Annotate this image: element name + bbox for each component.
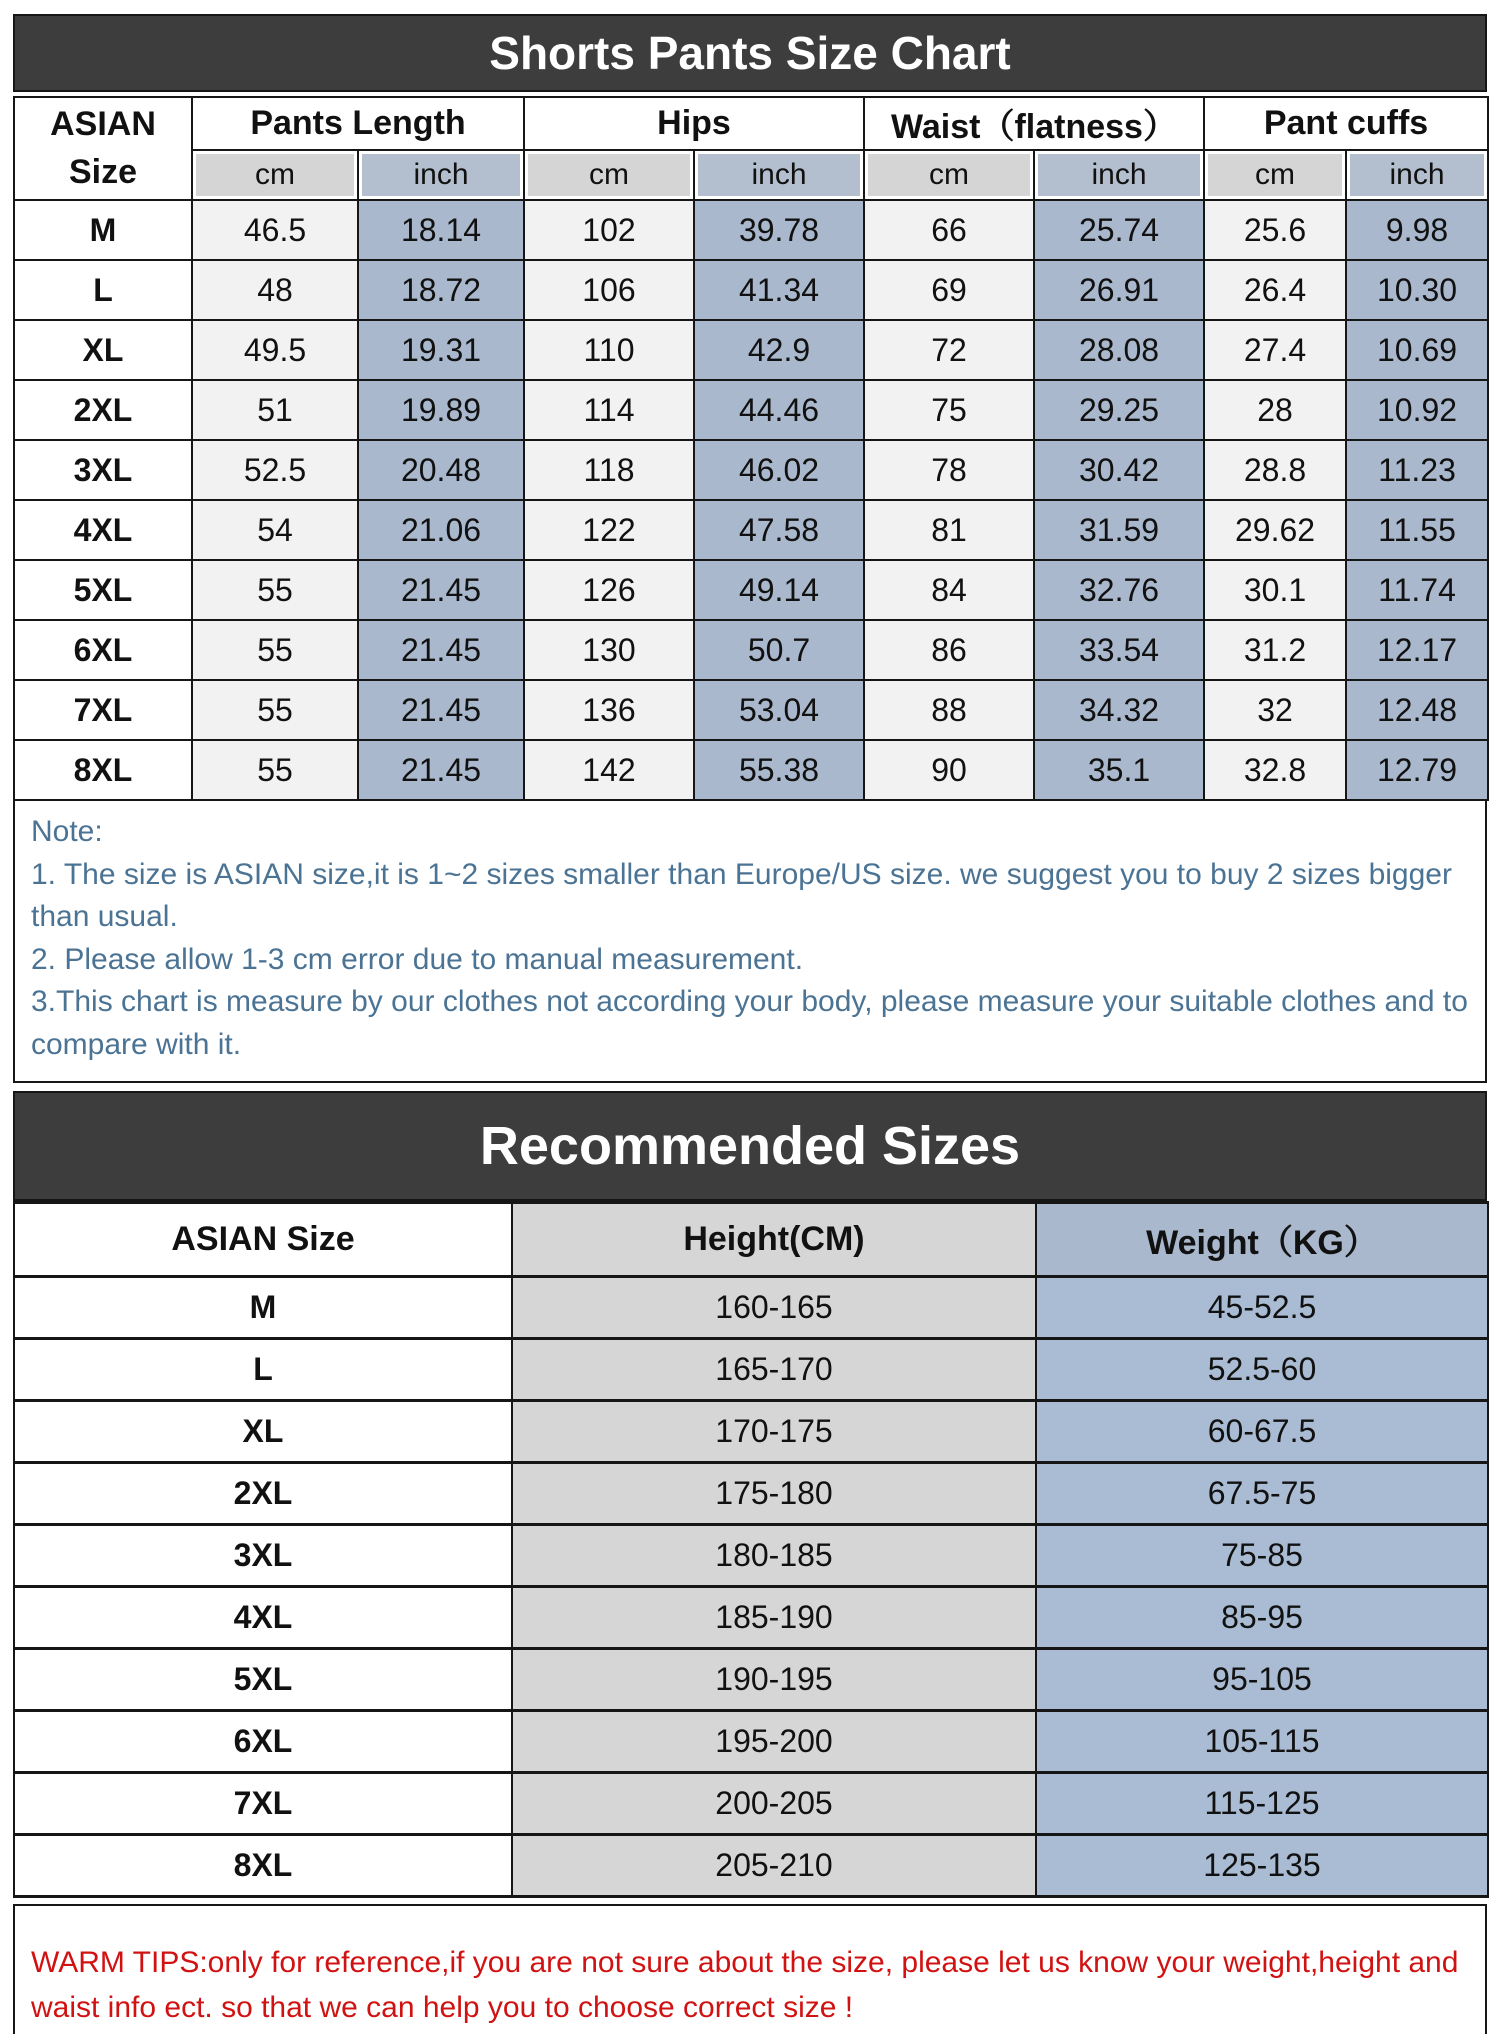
size-cell: 4XL xyxy=(14,1586,512,1648)
table-row xyxy=(14,1772,1488,1834)
table-row xyxy=(14,1338,1488,1400)
corner-header-line2: Size xyxy=(68,152,138,191)
column-group-pants-length: Pants Length xyxy=(192,97,524,150)
cell: 90 xyxy=(864,740,1034,800)
cell: 180-185 xyxy=(512,1524,1036,1586)
cell: 75-85 xyxy=(1036,1524,1488,1586)
size-cell: 3XL xyxy=(14,440,192,500)
cell: 136 xyxy=(524,680,694,740)
table-row xyxy=(14,1462,1488,1524)
cell: 30.1 xyxy=(1204,560,1346,620)
cell: 190-195 xyxy=(512,1648,1036,1710)
cell: 20.48 xyxy=(358,440,524,500)
recommended-sizes-table xyxy=(13,1201,1489,1898)
cell: 142 xyxy=(524,740,694,800)
cell: 170-175 xyxy=(512,1400,1036,1462)
cell: 32.8 xyxy=(1204,740,1346,800)
cell: 60-67.5 xyxy=(1036,1400,1488,1462)
cell: 67.5-75 xyxy=(1036,1462,1488,1524)
cell: 10.30 xyxy=(1346,260,1488,320)
cell: 81 xyxy=(864,500,1034,560)
cell: 130 xyxy=(524,620,694,680)
cell: 85-95 xyxy=(1036,1586,1488,1648)
cell: 12.79 xyxy=(1346,740,1488,800)
cell: 105-115 xyxy=(1036,1710,1488,1772)
cell: 55 xyxy=(192,680,358,740)
cell: 31.2 xyxy=(1204,620,1346,680)
cell: 205-210 xyxy=(512,1834,1036,1896)
cell: 55 xyxy=(192,560,358,620)
cell: 55.38 xyxy=(694,740,864,800)
cell: 12.17 xyxy=(1346,620,1488,680)
unit-header-row xyxy=(14,150,1488,200)
cell: 66 xyxy=(864,200,1034,260)
column-group-header-row xyxy=(14,97,1488,150)
cell: 86 xyxy=(864,620,1034,680)
cell: 21.45 xyxy=(358,680,524,740)
cell: 10.69 xyxy=(1346,320,1488,380)
cell: 11.55 xyxy=(1346,500,1488,560)
header-row xyxy=(14,1202,1488,1276)
size-cell: 8XL xyxy=(14,1834,512,1896)
size-cell: 2XL xyxy=(14,1462,512,1524)
unit-cell: cm xyxy=(192,150,358,200)
cell: 21.06 xyxy=(358,500,524,560)
cell: 47.58 xyxy=(694,500,864,560)
cell: 44.46 xyxy=(694,380,864,440)
size-cell: 3XL xyxy=(14,1524,512,1586)
cell: 42.9 xyxy=(694,320,864,380)
column-group-waist: Waist（flatness） xyxy=(864,97,1204,150)
size-chart-title-bar xyxy=(13,14,1487,92)
corner-header-line1: ASIAN xyxy=(50,104,156,143)
cell: 45-52.5 xyxy=(1036,1276,1488,1338)
cell: 52.5-60 xyxy=(1036,1338,1488,1400)
cell: 51 xyxy=(192,380,358,440)
cell: 55 xyxy=(192,620,358,680)
cell: 200-205 xyxy=(512,1772,1036,1834)
size-cell: L xyxy=(14,260,192,320)
cell: 27.4 xyxy=(1204,320,1346,380)
size-cell: M xyxy=(14,1276,512,1338)
cell: 55 xyxy=(192,740,358,800)
size-cell: 5XL xyxy=(14,1648,512,1710)
header-weight: Weight（KG） xyxy=(1036,1202,1488,1276)
cell: 46.02 xyxy=(694,440,864,500)
column-group-pant-cuffs: Pant cuffs xyxy=(1204,97,1488,150)
cell: 126 xyxy=(524,560,694,620)
cell: 122 xyxy=(524,500,694,560)
warm-tips-box xyxy=(13,1904,1487,2034)
size-cell: 6XL xyxy=(14,620,192,680)
cell: 46.5 xyxy=(192,200,358,260)
unit-cell: cm xyxy=(864,150,1034,200)
cell: 72 xyxy=(864,320,1034,380)
cell: 50.7 xyxy=(694,620,864,680)
cell: 29.25 xyxy=(1034,380,1204,440)
cell: 95-105 xyxy=(1036,1648,1488,1710)
cell: 19.31 xyxy=(358,320,524,380)
cell: 21.45 xyxy=(358,560,524,620)
size-cell: 8XL xyxy=(14,740,192,800)
unit-cell: inch xyxy=(694,150,864,200)
table-row xyxy=(14,1276,1488,1338)
note-line: 2. Please allow 1-3 cm error due to manual measurement. xyxy=(31,942,804,976)
cell: 10.92 xyxy=(1346,380,1488,440)
cell: 21.45 xyxy=(358,740,524,800)
size-cell: 6XL xyxy=(14,1710,512,1772)
cell: 106 xyxy=(524,260,694,320)
cell: 84 xyxy=(864,560,1034,620)
cell: 69 xyxy=(864,260,1034,320)
cell: 25.6 xyxy=(1204,200,1346,260)
note-line: 1. The size is ASIAN size,it is 1~2 sizes smaller than Europe/US size. we suggest you to buy 2 sizes bigger than usual. xyxy=(31,857,1452,934)
cell: 54 xyxy=(192,500,358,560)
table-row xyxy=(14,500,1488,560)
size-cell: XL xyxy=(14,320,192,380)
cell: 175-180 xyxy=(512,1462,1036,1524)
cell: 110 xyxy=(524,320,694,380)
cell: 53.04 xyxy=(694,680,864,740)
column-group-hips: Hips xyxy=(524,97,864,150)
cell: 32 xyxy=(1204,680,1346,740)
recommended-sizes-title-bar xyxy=(13,1091,1487,1201)
table-row xyxy=(14,320,1488,380)
size-cell: 5XL xyxy=(14,560,192,620)
size-cell: L xyxy=(14,1338,512,1400)
size-cell: 2XL xyxy=(14,380,192,440)
table-row xyxy=(14,1648,1488,1710)
table-row xyxy=(14,560,1488,620)
cell: 25.74 xyxy=(1034,200,1204,260)
cell: 102 xyxy=(524,200,694,260)
table-row xyxy=(14,380,1488,440)
cell: 28 xyxy=(1204,380,1346,440)
cell: 185-190 xyxy=(512,1586,1036,1648)
cell: 18.72 xyxy=(358,260,524,320)
cell: 48 xyxy=(192,260,358,320)
table-row xyxy=(14,1586,1488,1648)
cell: 32.76 xyxy=(1034,560,1204,620)
cell: 195-200 xyxy=(512,1710,1036,1772)
size-cell: XL xyxy=(14,1400,512,1462)
cell: 39.78 xyxy=(694,200,864,260)
unit-cell: cm xyxy=(524,150,694,200)
cell: 12.48 xyxy=(1346,680,1488,740)
cell: 49.5 xyxy=(192,320,358,380)
cell: 75 xyxy=(864,380,1034,440)
size-chart-title: Shorts Pants Size Chart xyxy=(489,27,1011,79)
header-asian-size: ASIAN Size xyxy=(14,1202,512,1276)
cell: 52.5 xyxy=(192,440,358,500)
cell: 160-165 xyxy=(512,1276,1036,1338)
warm-tips-text: WARM TIPS:only for reference,if you are not sure about the size, please let us know your weight,height and waist info ect. so that we can help you to choose correct size ! xyxy=(31,1945,1459,2024)
unit-cell: inch xyxy=(1034,150,1204,200)
cell: 33.54 xyxy=(1034,620,1204,680)
cell: 118 xyxy=(524,440,694,500)
unit-cell: inch xyxy=(358,150,524,200)
table-row xyxy=(14,680,1488,740)
cell: 78 xyxy=(864,440,1034,500)
cell: 28.8 xyxy=(1204,440,1346,500)
cell: 29.62 xyxy=(1204,500,1346,560)
cell: 30.42 xyxy=(1034,440,1204,500)
header-height: Height(CM) xyxy=(512,1202,1036,1276)
cell: 11.23 xyxy=(1346,440,1488,500)
cell: 28.08 xyxy=(1034,320,1204,380)
cell: 41.34 xyxy=(694,260,864,320)
table-row xyxy=(14,1834,1488,1896)
table-row xyxy=(14,1710,1488,1772)
cell: 35.1 xyxy=(1034,740,1204,800)
cell: 21.45 xyxy=(358,620,524,680)
notes-heading: Note: xyxy=(31,815,103,848)
cell: 114 xyxy=(524,380,694,440)
corner-header-cell xyxy=(14,97,192,200)
cell: 11.74 xyxy=(1346,560,1488,620)
table-row xyxy=(14,440,1488,500)
size-chart-table xyxy=(13,96,1489,801)
table-row xyxy=(14,620,1488,680)
cell: 34.32 xyxy=(1034,680,1204,740)
table-row xyxy=(14,260,1488,320)
cell: 165-170 xyxy=(512,1338,1036,1400)
size-cell: 7XL xyxy=(14,1772,512,1834)
table-row xyxy=(14,1524,1488,1586)
table-row xyxy=(14,740,1488,800)
cell: 26.91 xyxy=(1034,260,1204,320)
cell: 26.4 xyxy=(1204,260,1346,320)
cell: 115-125 xyxy=(1036,1772,1488,1834)
cell: 49.14 xyxy=(694,560,864,620)
cell: 125-135 xyxy=(1036,1834,1488,1896)
cell: 31.59 xyxy=(1034,500,1204,560)
size-cell: M xyxy=(14,200,192,260)
recommended-sizes-title: Recommended Sizes xyxy=(479,1115,1021,1176)
notes-box xyxy=(13,799,1487,1083)
unit-cell: cm xyxy=(1204,150,1346,200)
size-cell: 4XL xyxy=(14,500,192,560)
unit-cell: inch xyxy=(1346,150,1488,200)
table-row xyxy=(14,1400,1488,1462)
cell: 9.98 xyxy=(1346,200,1488,260)
note-line: 3.This chart is measure by our clothes not according your body, please measure your suitable clothes and to compare with it. xyxy=(31,985,1468,1061)
cell: 19.89 xyxy=(358,380,524,440)
size-cell: 7XL xyxy=(14,680,192,740)
cell: 88 xyxy=(864,680,1034,740)
table-row xyxy=(14,200,1488,260)
cell: 18.14 xyxy=(358,200,524,260)
